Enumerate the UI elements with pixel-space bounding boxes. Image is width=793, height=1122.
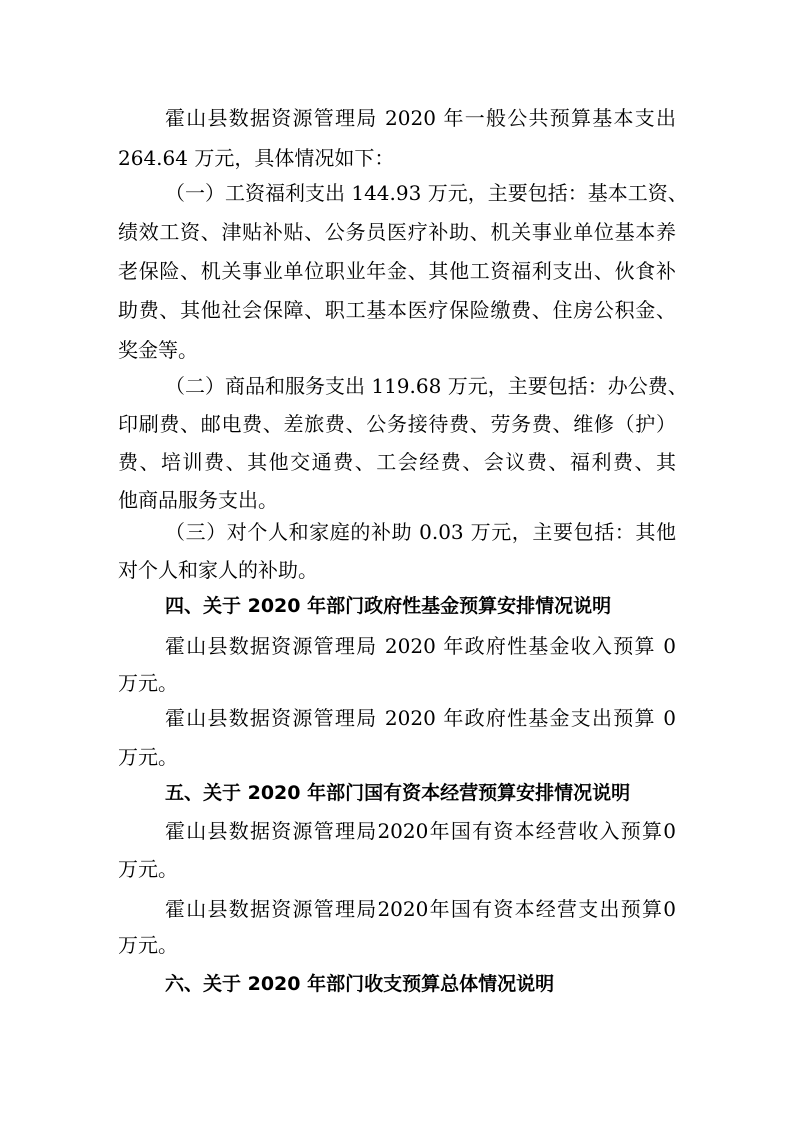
section-4-heading: 四、关于 2020 年部门政府性基金预算安排情况说明 — [165, 595, 612, 617]
wages-line-5: 奖金等。 — [118, 338, 198, 362]
goods-services-line-2: 印刷费、邮电费、差旅费、公务接待费、劳务费、维修（护） — [118, 412, 676, 436]
section-4-expense-line-1: 霍山县数据资源管理局 2020 年政府性基金支出预算 0 — [165, 706, 676, 730]
wages-line-1: （一）工资福利支出 144.93 万元，主要包括：基本工资、 — [165, 181, 688, 205]
wages-line-4: 助费、其他社会保障、职工基本医疗保险缴费、住房公积金、 — [118, 298, 676, 322]
goods-services-line-1: （二）商品和服务支出 119.68 万元，主要包括：办公费、 — [165, 374, 688, 398]
subsidies-line-2: 对个人和家人的补助。 — [118, 558, 318, 582]
section-5-income-line-2: 万元。 — [118, 857, 178, 881]
section-4-income-line-1: 霍山县数据资源管理局 2020 年政府性基金收入预算 0 — [165, 634, 676, 658]
subsidies-line-1: （三）对个人和家庭的补助 0.03 万元，主要包括：其他 — [165, 520, 676, 544]
section-5-expense-line-2: 万元。 — [118, 933, 178, 957]
goods-services-line-3: 费、培训费、其他交通费、工会经费、会议费、福利费、其 — [118, 450, 676, 474]
section-4-income-line-2: 万元。 — [118, 671, 178, 695]
section-4-expense-line-2: 万元。 — [118, 745, 178, 769]
expenditure-total-line-2: 264.64 万元，具体情况如下： — [118, 146, 395, 170]
section-5-expense-line-1: 霍山县数据资源管理局2020年国有资本经营支出预算0 — [165, 897, 676, 921]
section-5-heading: 五、关于 2020 年部门国有资本经营预算安排情况说明 — [165, 782, 631, 804]
goods-services-line-4: 他商品服务支出。 — [118, 488, 278, 512]
wages-line-2: 绩效工资、津贴补贴、公务员医疗补助、机关事业单位基本养 — [118, 220, 676, 244]
section-5-income-line-1: 霍山县数据资源管理局2020年国有资本经营收入预算0 — [165, 819, 676, 843]
expenditure-total-line-1: 霍山县数据资源管理局 2020 年一般公共预算基本支出 — [165, 106, 676, 130]
wages-line-3: 老保险、机关事业单位职业年金、其他工资福利支出、伙食补 — [118, 259, 676, 283]
section-6-heading: 六、关于 2020 年部门收支预算总体情况说明 — [165, 973, 555, 995]
